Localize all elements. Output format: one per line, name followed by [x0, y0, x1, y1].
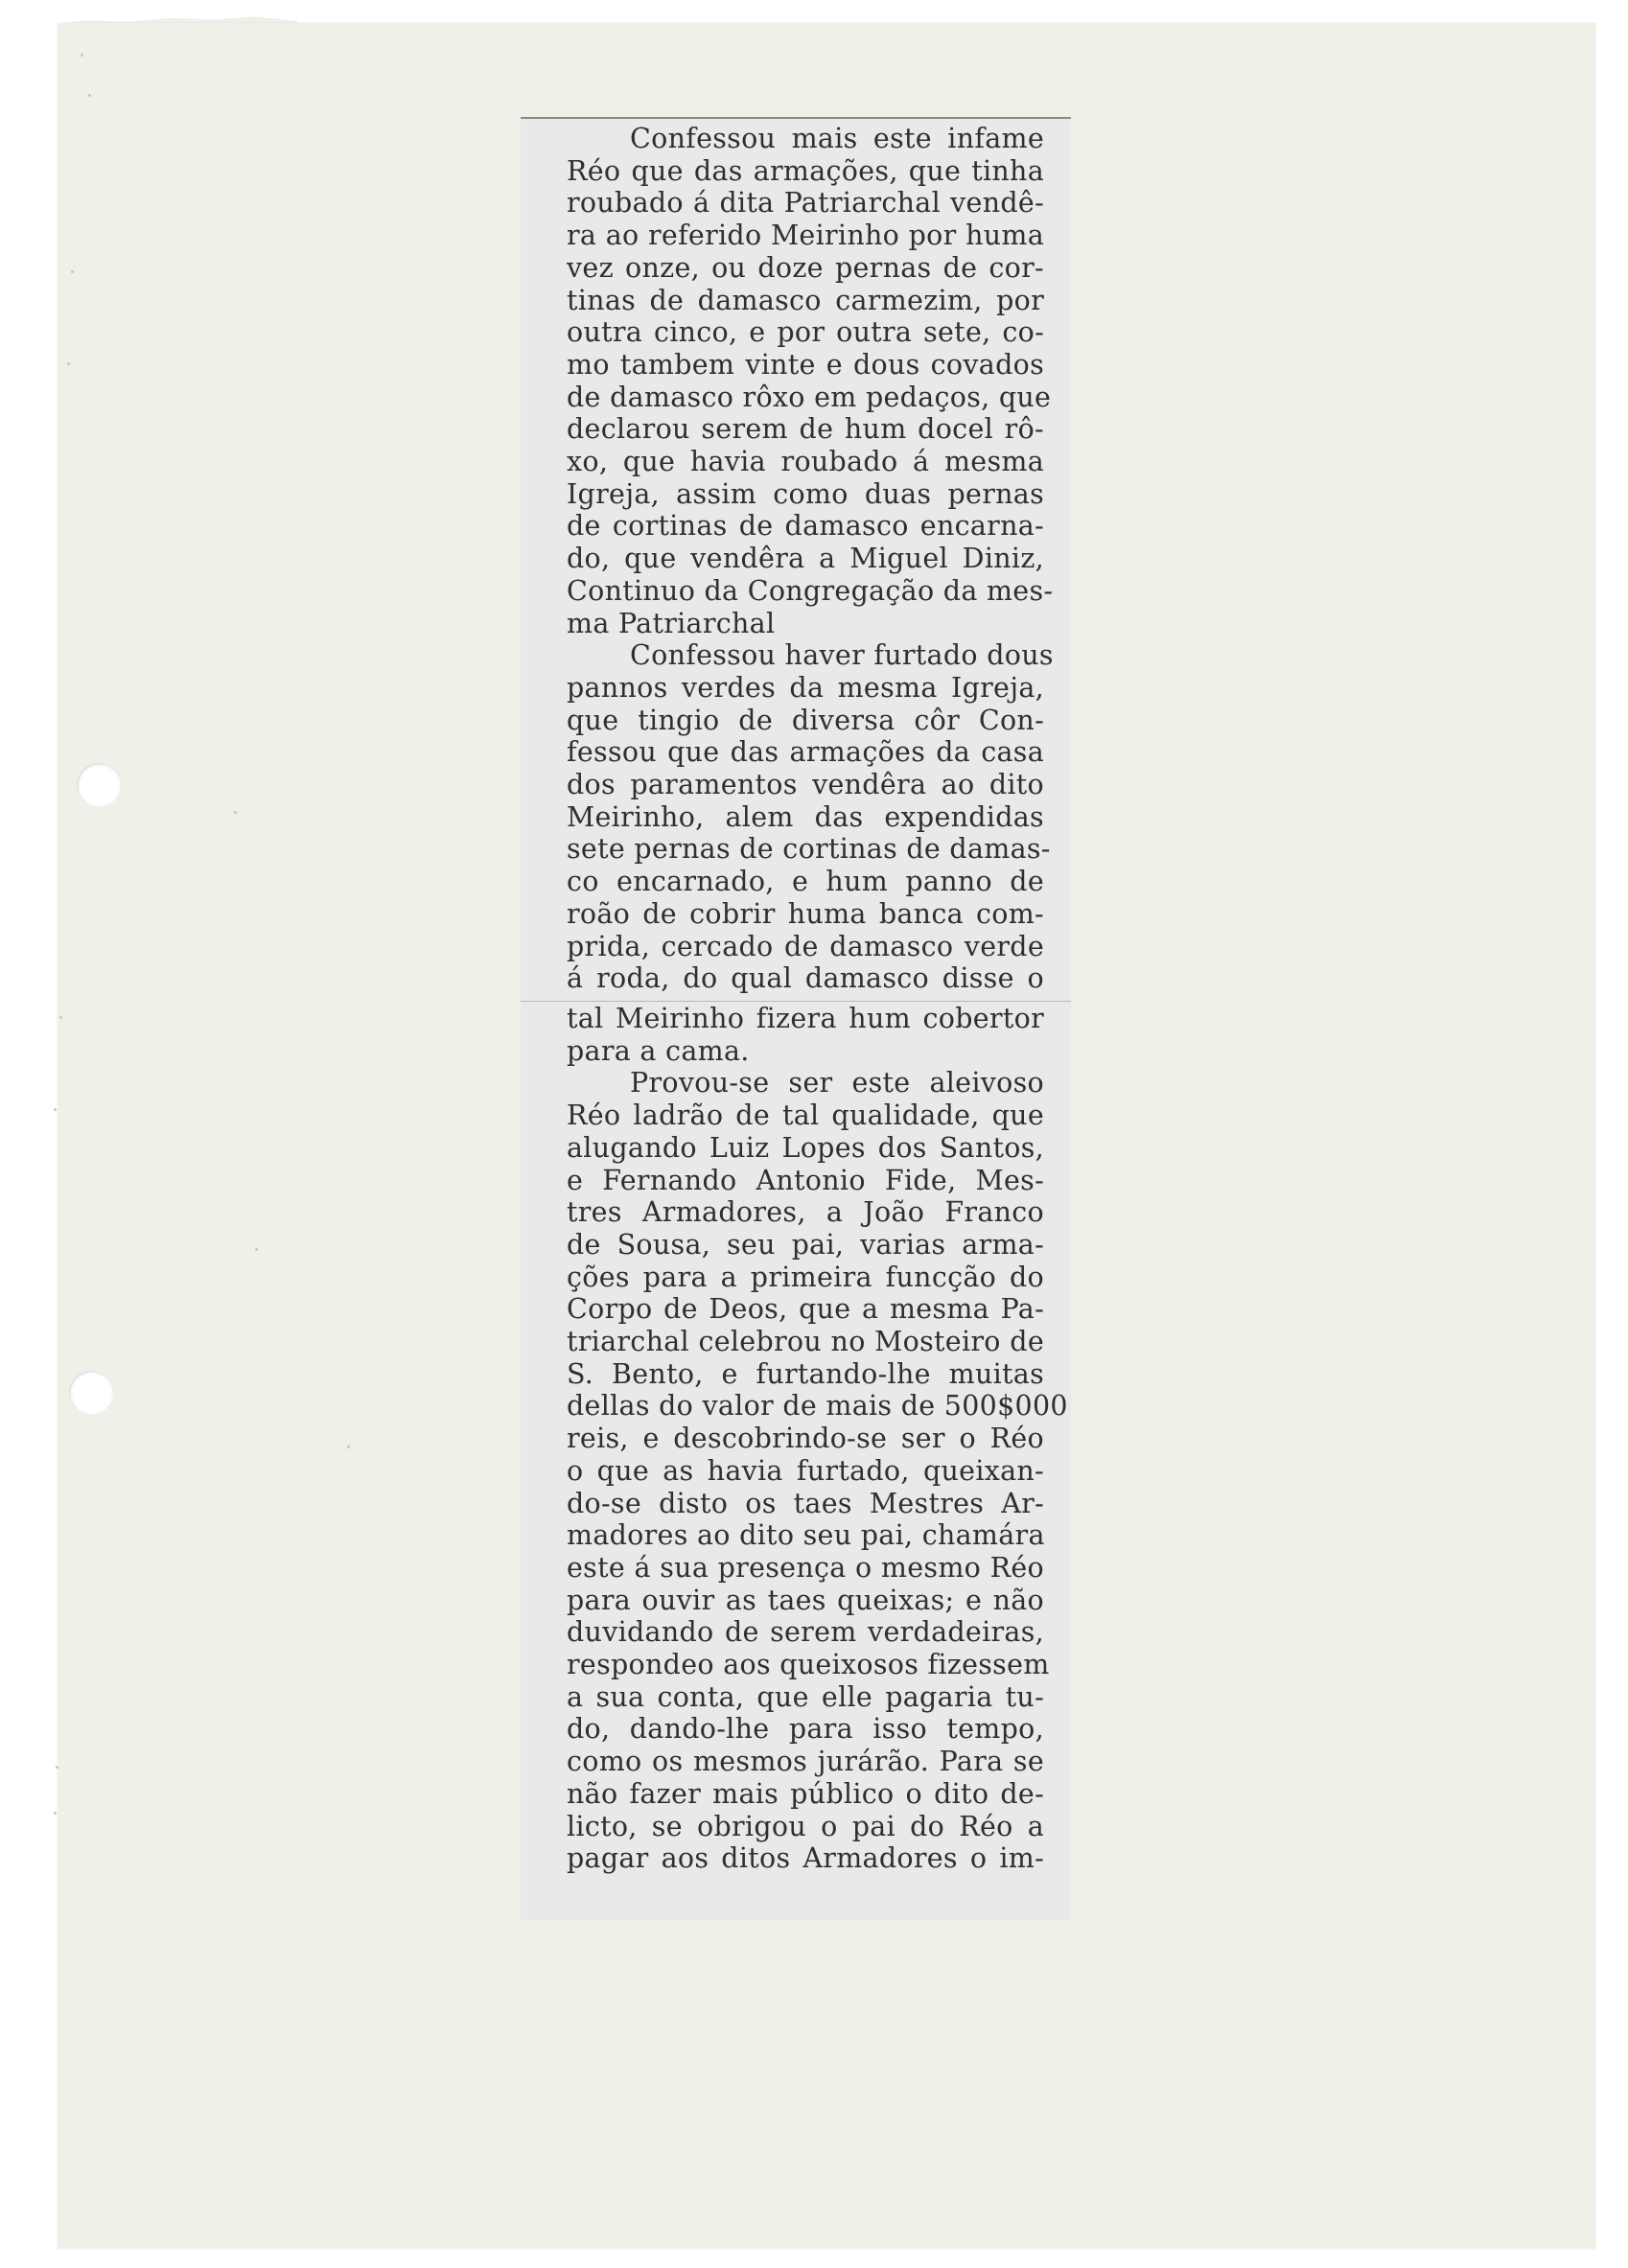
text-line: dellas do valor de mais de 500$000: [567, 1390, 1068, 1423]
text-line: prida, cercado de damasco verde: [567, 930, 1044, 962]
paper-speck: [88, 94, 91, 97]
text-line: pannos verdes da mesma Igreja,: [567, 671, 1044, 704]
text-line: á roda, do qual damasco disse o: [567, 962, 1044, 995]
text-line: de damasco rôxo em pedaços, que: [567, 381, 1052, 413]
text-line: roão de cobrir huma banca com-: [567, 897, 1044, 930]
text-line: outra cinco, e por outra sete, co-: [567, 316, 1044, 349]
text-line: Igreja, assim como duas pernas: [567, 477, 1044, 510]
paper-speck: [347, 1446, 350, 1448]
paper-speck: [54, 1108, 57, 1111]
text-line: e Fernando Antonio Fide, Mes-: [567, 1164, 1044, 1196]
text-line: de Sousa, seu pai, varias arma-: [567, 1228, 1044, 1261]
text-line: alugando Luiz Lopes dos Santos,: [567, 1131, 1044, 1164]
paper-speck: [255, 1248, 258, 1251]
text-line: Corpo de Deos, que a mesma Pa-: [567, 1293, 1044, 1326]
text-line: fessou que das armações da casa: [567, 736, 1044, 769]
text-line: Provou-se ser este aleivoso: [630, 1067, 1044, 1099]
text-line: tres Armadores, a João Franco: [567, 1196, 1044, 1229]
text-line: tinas de damasco carmezim, por: [567, 284, 1044, 316]
clipping-top-text: [567, 123, 1054, 995]
text-line: este á sua presença o mesmo Réo: [567, 1551, 1044, 1584]
text-line: como os mesmos jurárão. Para se: [567, 1746, 1044, 1778]
text-line: triarchal celebrou no Mosteiro de: [567, 1326, 1044, 1358]
text-line: reis, e descobrindo-se ser o Réo: [567, 1423, 1044, 1455]
text-line: que tingio de diversa côr Con-: [567, 704, 1044, 736]
paper-speck: [56, 1766, 58, 1769]
text-line: do, dando-lhe para isso tempo,: [567, 1713, 1044, 1746]
text-line: Continuo da Congregação da mes-: [567, 574, 1054, 607]
text-line: licto, se obrigou o pai do Réo a: [567, 1810, 1044, 1842]
text-line: co encarnado, e hum panno de: [567, 866, 1044, 898]
text-line: não fazer mais público o dito de-: [567, 1777, 1044, 1810]
text-line: ções para a primeira funcção do: [567, 1261, 1044, 1293]
text-line: respondeo aos queixosos fizessem: [567, 1649, 1050, 1681]
text-line: sete pernas de cortinas de damas-: [567, 833, 1051, 866]
text-line: o que as havia furtado, queixan-: [567, 1454, 1044, 1487]
text-line: tal Meirinho fizera hum cobertor: [567, 1003, 1044, 1034]
paper-speck: [234, 811, 237, 814]
paper-speck: [54, 1812, 57, 1815]
text-line: ma Patriarchal: [567, 607, 776, 639]
paper-speck: [81, 54, 83, 57]
text-line: Réo que das armações, que tinha: [567, 154, 1044, 187]
text-line: Confessou haver furtado dous: [630, 639, 1054, 672]
text-line: pagar aos ditos Armadores o im-: [567, 1842, 1044, 1875]
text-line: Réo ladrão de tal qualidade, que: [567, 1099, 1044, 1132]
punch-hole-upper: [77, 763, 121, 807]
text-line: de cortinas de damasco encarna-: [567, 510, 1044, 543]
text-line: ra ao referido Meirinho por huma: [567, 220, 1044, 252]
text-line: duvidando de serem verdadeiras,: [567, 1616, 1044, 1649]
text-line: declarou serem de hum docel rô-: [567, 413, 1044, 446]
text-line: roubado á dita Patriarchal vendê-: [567, 187, 1044, 220]
paper-speck: [67, 362, 70, 365]
text-line: Meirinho, alem das expendidas: [567, 800, 1044, 833]
text-line: xo, que havia roubado á mesma: [567, 446, 1044, 478]
text-line: vez onze, ou doze pernas de cor-: [567, 251, 1044, 284]
text-line: a sua conta, que elle pagaria tu-: [567, 1680, 1044, 1713]
paper-speck: [59, 1016, 62, 1019]
text-line: dos paramentos vendêra ao dito: [567, 769, 1044, 801]
text-line: Confessou mais este infame: [630, 123, 1044, 154]
text-line: do-se disto os taes Mestres Ar-: [567, 1487, 1044, 1519]
text-line: madores ao dito seu pai, chamára: [567, 1519, 1045, 1552]
punch-hole-lower: [69, 1371, 113, 1415]
text-line: para a cama.: [567, 1034, 750, 1067]
text-line: S. Bento, e furtando-lhe muitas: [567, 1357, 1044, 1390]
clipping-bottom-text: [567, 1003, 1068, 1875]
text-line: do, que vendêra a Miguel Diniz,: [567, 543, 1044, 575]
text-line: mo tambem vinte e dous covados: [567, 348, 1044, 381]
text-line: para ouvir as taes queixas; e não: [567, 1584, 1044, 1616]
paper-speck: [71, 270, 74, 273]
